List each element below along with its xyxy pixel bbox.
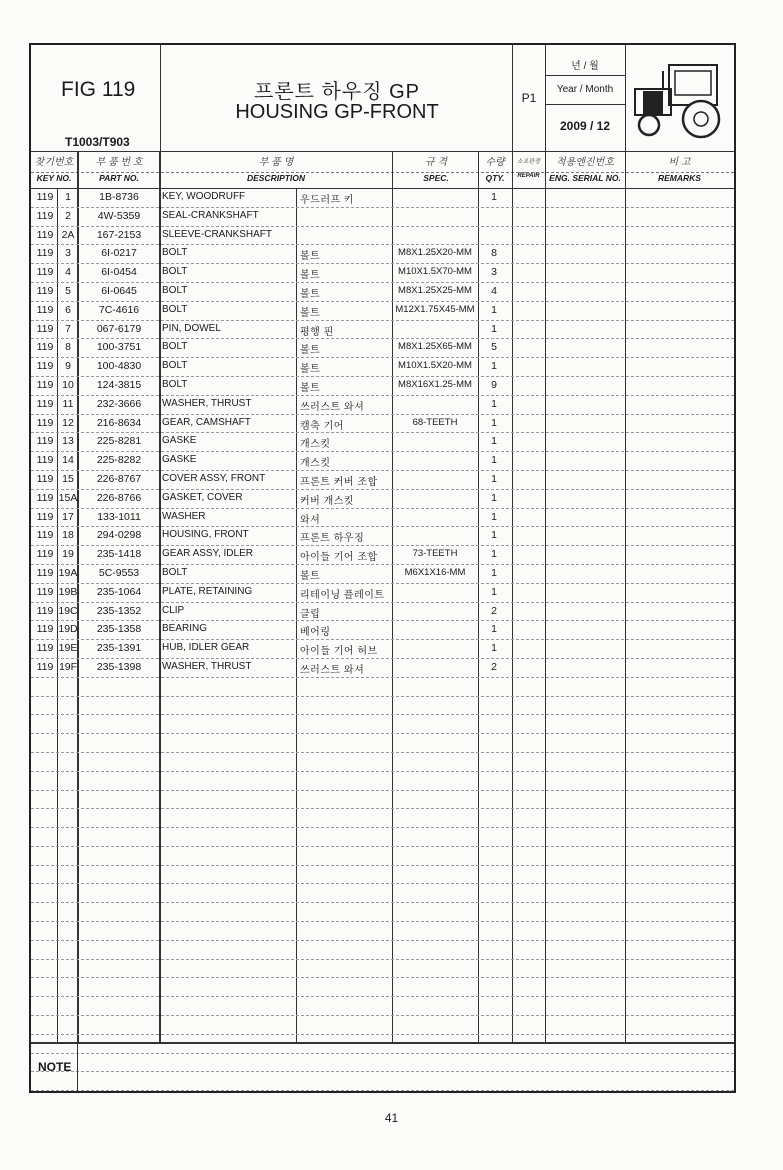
fig-cell: 119 — [36, 435, 54, 448]
description-kr-cell: 쓰러스트 와셔 — [300, 401, 365, 413]
part-number-cell: 226-8767 — [96, 472, 142, 485]
fig-cell: 119 — [36, 360, 54, 373]
table-row — [31, 603, 734, 622]
part-number-cell: 235-1418 — [96, 548, 142, 561]
description-cell: BOLT — [162, 247, 188, 259]
key-cell: 19A — [58, 566, 78, 579]
fig-cell: 119 — [36, 623, 54, 636]
fig-cell: 119 — [36, 604, 54, 617]
table-row — [31, 452, 734, 471]
description-cell: GASKE — [162, 454, 197, 466]
fig-cell: 119 — [36, 322, 54, 335]
table-row — [31, 659, 734, 678]
spec-cell: 68-TEETH — [412, 416, 458, 428]
part-number-cell: 235-1398 — [96, 660, 142, 673]
fig-cell: 119 — [36, 642, 54, 655]
header-divider — [625, 45, 626, 151]
year-month-label-kr: 년 / 월 — [571, 61, 599, 72]
key-cell: 8 — [65, 341, 71, 354]
fig-cell: 119 — [36, 191, 54, 203]
part-number-cell: 232-3666 — [96, 397, 142, 410]
part-number-cell: 124-3815 — [96, 378, 142, 391]
description-kr-cell: 개스킷 — [300, 458, 331, 470]
empty-table-row — [31, 828, 734, 847]
key-cell: 19B — [58, 585, 78, 598]
spec-cell: M8X16X1.25-MM — [398, 378, 472, 390]
spec-cell: 73-TEETH — [412, 548, 458, 560]
qty-cell: 2 — [491, 604, 497, 617]
description-kr-cell: 베어링 — [300, 627, 331, 639]
fig-cell: 119 — [36, 266, 54, 279]
empty-table-row — [31, 922, 734, 941]
description-cell: GEAR, CAMSHAFT — [162, 416, 251, 428]
table-row — [31, 546, 734, 565]
fig-cell: 119 — [36, 247, 54, 260]
fig-cell: 119 — [36, 454, 54, 467]
col-header-remarks: 비 고 REMARKS — [658, 157, 701, 183]
fig-cell: 119 — [36, 228, 54, 241]
table-row — [31, 565, 734, 584]
description-kr-cell: 아이들 기어 허브 — [300, 646, 378, 658]
fig-cell: 119 — [36, 472, 54, 485]
spec-cell: M12X1.75X45-MM — [395, 303, 475, 315]
part-number-cell: 100-3751 — [96, 341, 142, 354]
header-divider — [160, 45, 161, 151]
description-kr-cell: 와셔 — [300, 514, 321, 526]
description-cell: HOUSING, FRONT — [162, 529, 249, 541]
empty-table-row — [31, 1035, 734, 1054]
description-cell: BOLT — [162, 341, 188, 353]
empty-table-row — [31, 941, 734, 960]
part-number-cell: 226-8766 — [96, 491, 142, 504]
key-cell: 2 — [65, 209, 71, 222]
fig-cell: 119 — [36, 529, 54, 542]
key-cell: 19C — [58, 604, 78, 617]
table-row — [31, 321, 734, 340]
part-number-cell: 1B-8736 — [99, 191, 139, 203]
fig-cell: 119 — [36, 341, 54, 354]
qty-cell: 1 — [491, 191, 497, 203]
description-kr-cell: 볼트 — [300, 382, 321, 394]
part-number-cell: 5C-9553 — [98, 566, 140, 579]
fig-cell: 119 — [36, 491, 54, 504]
empty-table-row — [31, 1016, 734, 1035]
empty-table-row — [31, 772, 734, 791]
description-cell: WASHER, THRUST — [162, 397, 252, 409]
key-cell: 15A — [58, 491, 78, 504]
part-number-cell: 235-1358 — [96, 623, 142, 636]
fig-cell: 119 — [36, 566, 54, 579]
col-header-repair: 소요판정 REPAIR — [516, 159, 541, 179]
part-number-cell: 067-6179 — [96, 322, 142, 335]
table-row — [31, 621, 734, 640]
empty-table-row — [31, 847, 734, 866]
qty-cell: 1 — [491, 397, 497, 410]
description-kr-cell: 볼트 — [300, 288, 321, 300]
description-cell: PIN, DOWEL — [162, 322, 221, 334]
table-row — [31, 527, 734, 546]
title-korean: 프론트 하우징 GP — [254, 81, 420, 103]
key-cell: 1 — [65, 191, 71, 203]
key-cell: 3 — [65, 247, 71, 260]
table-row — [31, 208, 734, 227]
model-code: T1003/T903 — [65, 135, 130, 149]
empty-table-row — [31, 1072, 734, 1091]
page-code: P1 — [521, 91, 537, 105]
parts-sheet — [29, 43, 736, 1093]
description-cell: GEAR ASSY, IDLER — [162, 548, 253, 560]
qty-cell: 1 — [491, 416, 497, 429]
empty-table-row — [31, 678, 734, 697]
qty-cell: 1 — [491, 303, 497, 316]
empty-table-row — [31, 753, 734, 772]
empty-table-row — [31, 884, 734, 903]
col-header-spec: 규 격 SPEC. — [423, 157, 449, 183]
description-cell: BEARING — [162, 623, 208, 635]
table-row — [31, 245, 734, 264]
description-cell: PLATE, RETAINING — [162, 585, 253, 597]
qty-cell: 9 — [491, 378, 497, 391]
description-cell: GASKE — [162, 435, 197, 447]
header-divider — [545, 104, 625, 105]
table-row — [31, 415, 734, 434]
spec-cell: M10X1.5X20-MM — [398, 360, 472, 372]
qty-cell: 1 — [491, 454, 497, 467]
key-cell: 5 — [65, 284, 71, 297]
description-kr-cell: 볼트 — [300, 251, 321, 263]
description-kr-cell: 볼트 — [300, 570, 321, 582]
description-cell: BOLT — [162, 303, 188, 315]
col-header-qty: 수량 QTY. — [485, 157, 505, 183]
key-cell: 12 — [62, 416, 74, 429]
title-english: HOUSING GP-FRONT — [235, 101, 439, 123]
header-divider — [31, 172, 734, 173]
description-cell: BOLT — [162, 566, 188, 578]
table-row — [31, 490, 734, 509]
part-number-cell: 100-4830 — [96, 360, 142, 373]
part-number-cell: 7C-4616 — [98, 303, 140, 316]
qty-cell: 5 — [491, 341, 497, 354]
key-cell: 2A — [61, 228, 75, 241]
description-cell: HUB, IDLER GEAR — [162, 642, 250, 654]
empty-table-row — [31, 791, 734, 810]
note-label: NOTE — [38, 1060, 72, 1074]
empty-table-row — [31, 960, 734, 979]
table-row — [31, 283, 734, 302]
table-row — [31, 358, 734, 377]
qty-cell: 1 — [491, 510, 497, 523]
key-cell: 14 — [62, 454, 74, 467]
qty-cell: 1 — [491, 642, 497, 655]
table-row — [31, 396, 734, 415]
description-cell: GASKET, COVER — [162, 491, 243, 503]
key-cell: 4 — [65, 266, 71, 279]
fig-cell: 119 — [36, 303, 54, 316]
empty-table-row — [31, 697, 734, 716]
spec-cell: M8X1.25X25-MM — [398, 284, 472, 296]
empty-table-row — [31, 734, 734, 753]
description-cell: BOLT — [162, 378, 188, 390]
key-cell: 9 — [65, 360, 71, 373]
description-cell: BOLT — [162, 284, 188, 296]
description-cell: WASHER, THRUST — [162, 660, 252, 672]
fig-cell: 119 — [36, 660, 54, 673]
table-row — [31, 227, 734, 246]
qty-cell: 8 — [491, 247, 497, 260]
key-cell: 19D — [58, 623, 78, 636]
empty-table-row — [31, 978, 734, 997]
qty-cell: 1 — [491, 623, 497, 636]
key-cell: 15 — [62, 472, 74, 485]
description-kr-cell: 커버 개스킷 — [300, 495, 355, 507]
part-number-cell: 6I-0217 — [101, 247, 137, 260]
description-cell: BOLT — [162, 266, 188, 278]
part-number-cell: 235-1352 — [96, 604, 142, 617]
qty-cell: 1 — [491, 585, 497, 598]
description-cell: CLIP — [162, 604, 185, 616]
key-cell: 18 — [62, 529, 74, 542]
header-divider — [545, 75, 625, 76]
part-number-cell: 133-1011 — [97, 510, 141, 523]
key-cell: 10 — [62, 378, 74, 391]
spec-cell: M8X1.25X65-MM — [398, 341, 472, 353]
part-number-cell: 235-1391 — [96, 642, 142, 655]
description-cell: SLEEVE-CRANKSHAFT — [162, 228, 273, 240]
qty-cell: 3 — [491, 266, 497, 279]
description-kr-cell: 리테이닝 플레이트 — [300, 589, 385, 601]
part-number-cell: 6I-0454 — [101, 266, 137, 279]
figure-number: FIG 119 — [61, 78, 136, 101]
description-kr-cell: 프론트 하우징 — [300, 533, 365, 545]
description-kr-cell: 볼트 — [300, 364, 321, 376]
fig-cell: 119 — [36, 397, 54, 410]
qty-cell: 1 — [491, 548, 497, 561]
qty-cell: 1 — [491, 529, 497, 542]
header-divider — [31, 151, 734, 152]
description-kr-cell: 쓰러스트 와셔 — [300, 664, 365, 676]
key-cell: 17 — [62, 510, 74, 523]
qty-cell: 1 — [491, 472, 497, 485]
description-cell: BOLT — [162, 360, 188, 372]
key-cell: 11 — [62, 397, 74, 410]
description-kr-cell: 프론트 커버 조합 — [300, 476, 378, 488]
empty-table-row — [31, 997, 734, 1016]
part-number-cell: 225-8282 — [96, 454, 142, 467]
key-cell: 6 — [65, 303, 71, 316]
description-kr-cell: 볼트 — [300, 307, 321, 319]
fig-cell: 119 — [36, 378, 54, 391]
note-divider — [31, 1042, 734, 1044]
description-kr-cell: 볼트 — [300, 270, 321, 282]
description-cell: WASHER — [162, 510, 206, 522]
qty-cell: 2 — [491, 660, 497, 673]
part-number-cell: 235-1064 — [96, 585, 142, 598]
col-header-serial: 적용엔진번호 ENG. SERIAL NO. — [549, 157, 621, 183]
col-header-key: 찾기번호 KEY NO. — [34, 157, 74, 183]
spec-cell: M6X1X16-MM — [404, 566, 466, 578]
part-number-cell: 167-2153 — [96, 228, 142, 241]
table-row — [31, 471, 734, 490]
fig-cell: 119 — [36, 416, 54, 429]
qty-cell: 4 — [491, 284, 497, 297]
qty-cell: 1 — [491, 435, 497, 448]
key-cell: 19E — [58, 642, 78, 655]
description-kr-cell: 개스킷 — [300, 439, 331, 451]
part-number-cell: 216-8634 — [96, 416, 142, 429]
tractor-icon — [631, 53, 731, 145]
year-month-label: Year / Month — [556, 84, 614, 95]
parts-table — [31, 189, 734, 1091]
description-kr-cell: 볼트 — [300, 345, 321, 357]
part-number-cell: 294-0298 — [96, 529, 142, 542]
key-cell: 13 — [62, 435, 74, 448]
table-row — [31, 377, 734, 396]
description-kr-cell: 클립 — [300, 608, 321, 620]
empty-table-row — [31, 809, 734, 828]
key-cell: 7 — [65, 322, 71, 335]
qty-cell: 1 — [491, 566, 497, 579]
qty-cell: 1 — [491, 322, 497, 335]
description-cell: SEAL-CRANKSHAFT — [162, 209, 259, 221]
col-header-description: 부 품 명 DESCRIPTION — [246, 157, 306, 183]
empty-table-row — [31, 903, 734, 922]
part-number-cell: 225-8281 — [96, 435, 142, 448]
part-number-cell: 4W-5359 — [97, 209, 141, 222]
note-divider — [77, 1042, 78, 1093]
part-number-cell: 6I-0645 — [101, 284, 137, 297]
table-row — [31, 302, 734, 321]
fig-cell: 119 — [36, 510, 54, 523]
description-cell: KEY, WOODRUFF — [162, 191, 246, 202]
fig-cell: 119 — [36, 209, 54, 222]
table-row — [31, 264, 734, 283]
table-row — [31, 584, 734, 603]
table-row — [31, 339, 734, 358]
empty-table-row — [31, 866, 734, 885]
description-kr-cell: 우드러프 키 — [300, 195, 355, 206]
key-cell: 19 — [62, 548, 74, 561]
spec-cell: M10X1.5X70-MM — [398, 266, 472, 278]
description-kr-cell: 평행 핀 — [300, 326, 334, 338]
table-row — [31, 509, 734, 528]
fig-cell: 119 — [36, 548, 54, 561]
key-cell: 19F — [58, 660, 78, 673]
table-row — [31, 189, 734, 208]
description-kr-cell: 아이들 기어 조합 — [300, 552, 378, 564]
description-kr-cell: 캠축 기어 — [300, 420, 344, 432]
spec-cell: M8X1.25X20-MM — [398, 247, 472, 259]
col-header-part: 부 품 번 호 PART NO. — [95, 157, 143, 183]
empty-table-row — [31, 715, 734, 734]
description-cell: COVER ASSY, FRONT — [162, 472, 266, 484]
qty-cell: 1 — [491, 491, 497, 504]
table-row — [31, 640, 734, 659]
fig-cell: 119 — [36, 585, 54, 598]
page-number: 41 — [384, 1111, 399, 1125]
empty-table-row — [31, 1054, 734, 1073]
qty-cell: 1 — [491, 360, 497, 373]
table-row — [31, 433, 734, 452]
fig-cell: 119 — [36, 284, 54, 297]
year-month-value: 2009 / 12 — [559, 119, 611, 133]
